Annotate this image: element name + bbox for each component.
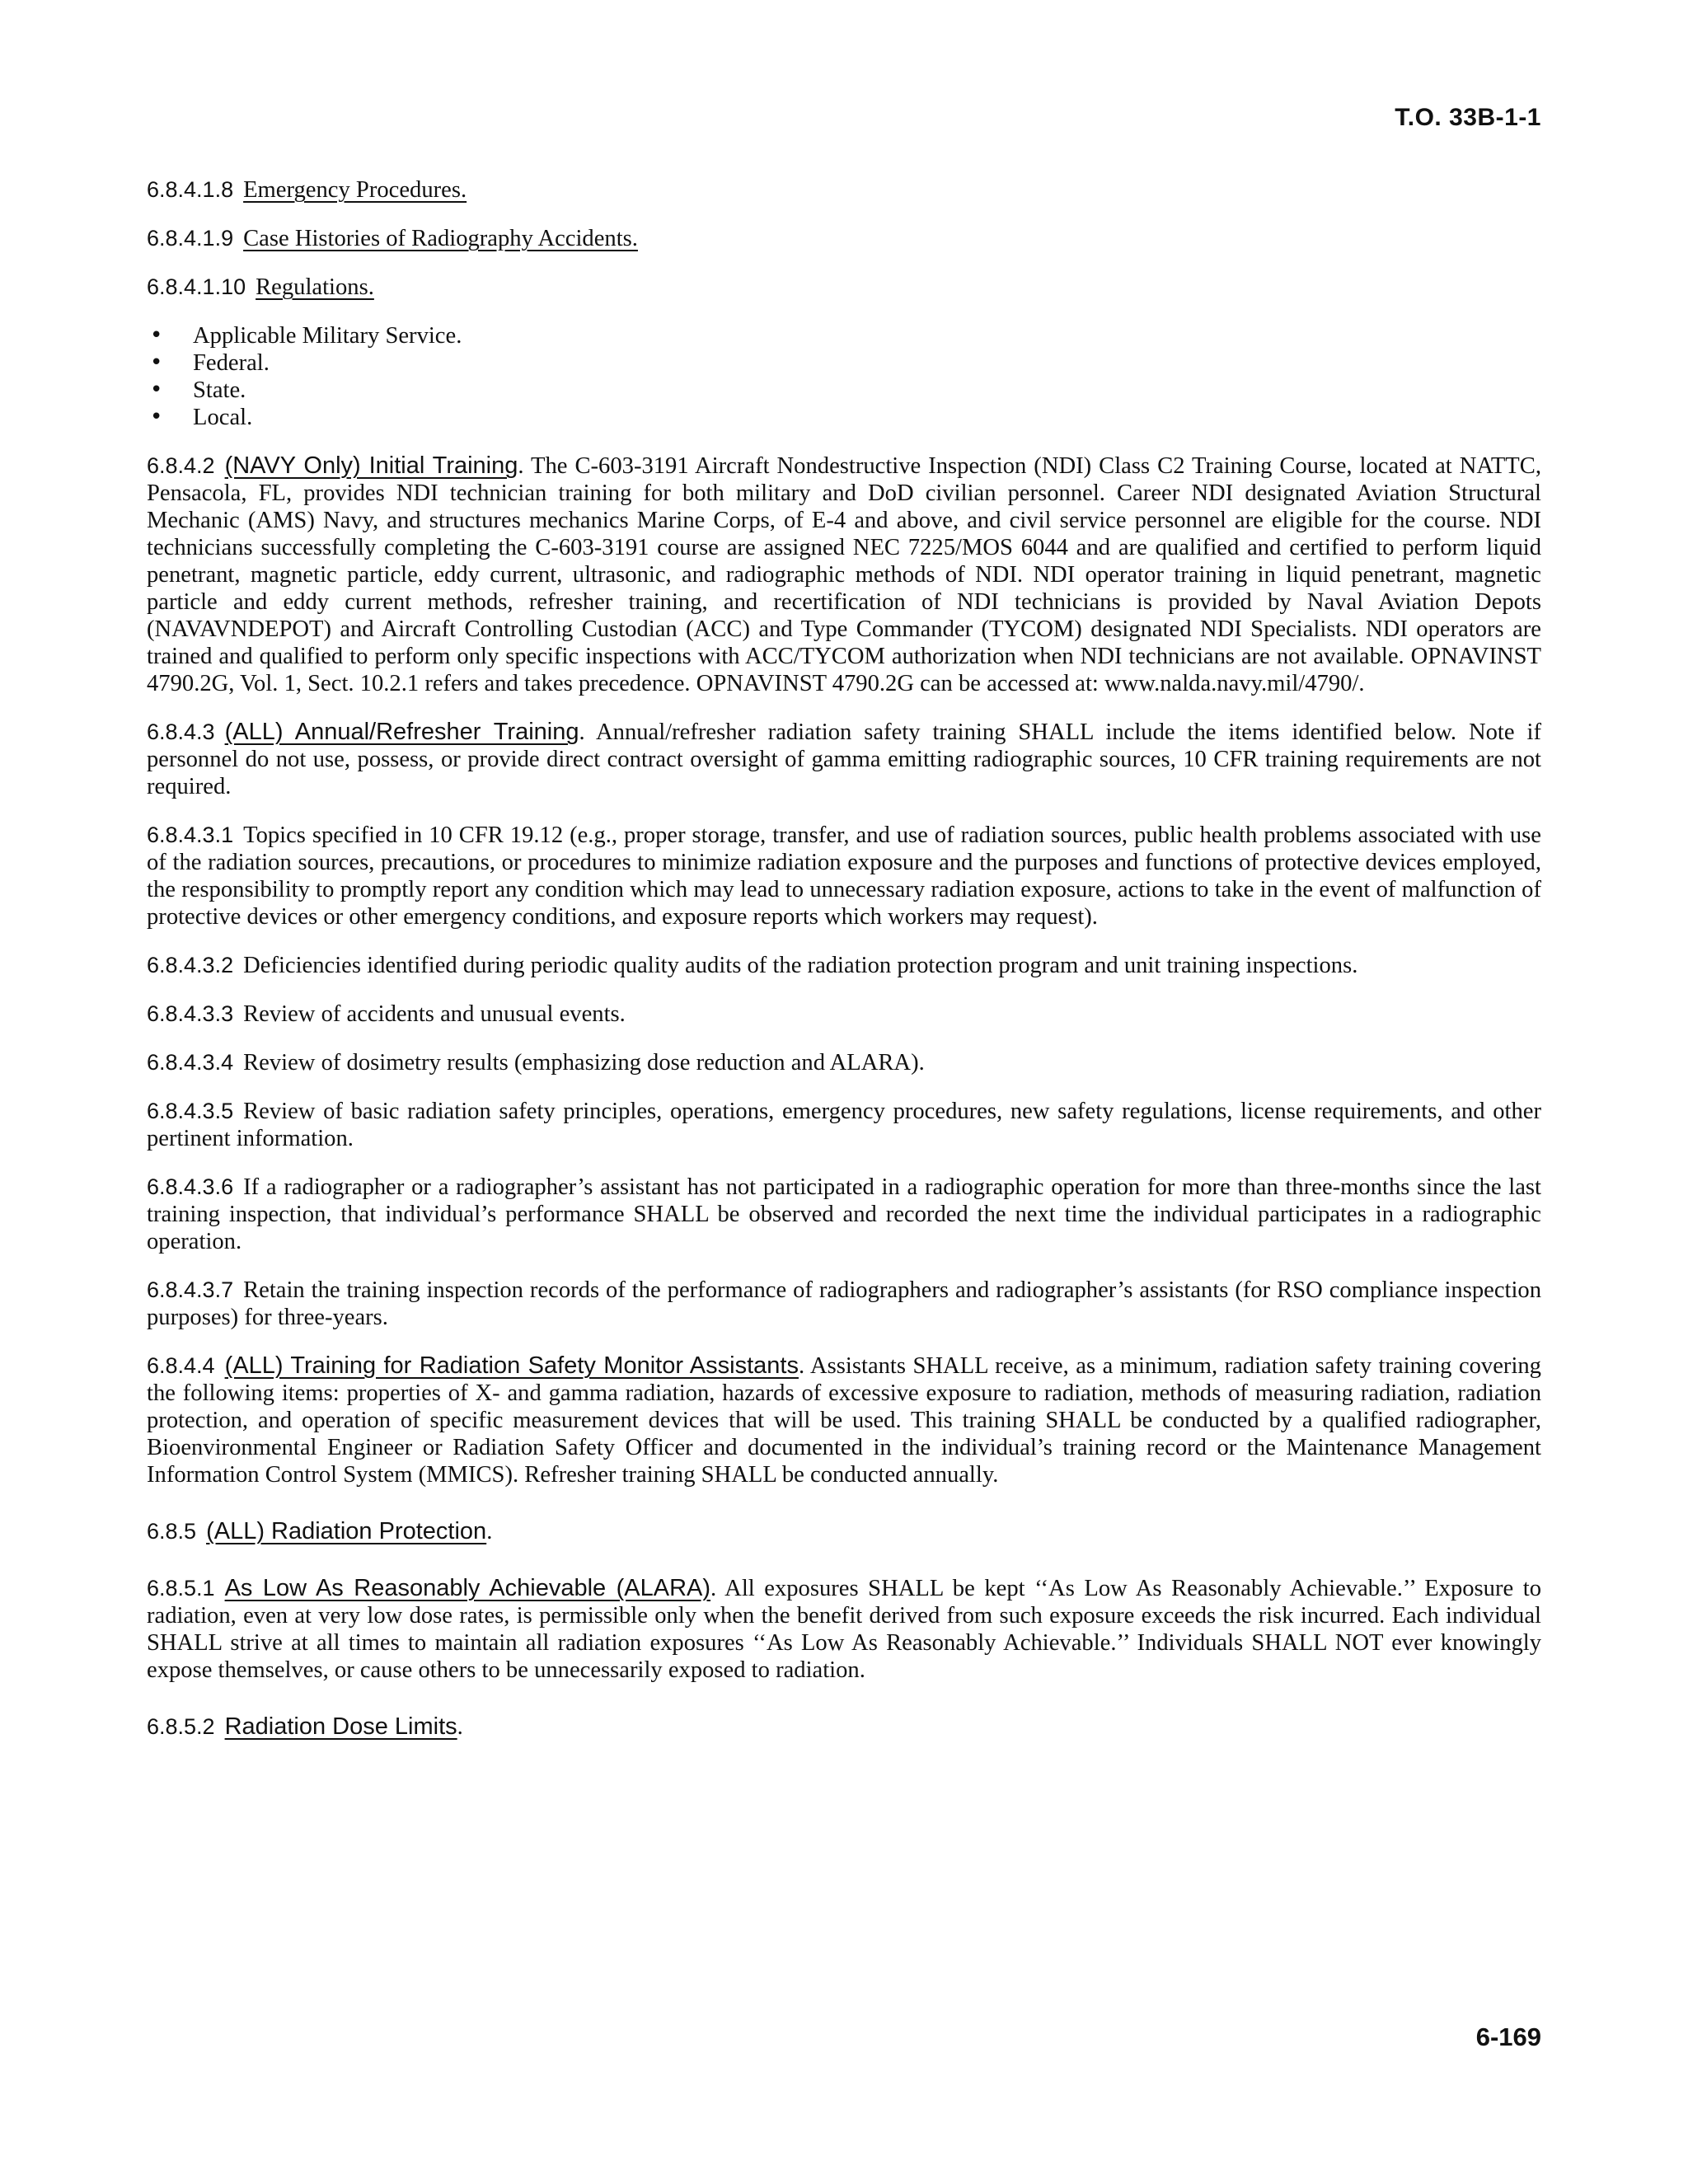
paragraph-title: Radiation Dose Limits — [224, 1713, 457, 1740]
paragraph-6-8-4-3-4 — [147, 1049, 1541, 1076]
paragraph-number: 6.8.5.2 — [147, 1714, 215, 1739]
paragraph-text: . Annual/refresher radiation safety training SHALL include the items identified below. Note if personnel do not use, possess, or provide direct contract oversight of gamma emitting radiographic sources, 10 CFR training requirements are not required. — [147, 719, 1541, 799]
paragraph-6-8-4-3 — [147, 719, 1541, 800]
paragraph-6-8-4-3-2 — [147, 952, 1541, 979]
paragraph-number: 6.8.4.3.5 — [147, 1099, 234, 1123]
paragraph-number: 6.8.4.3.4 — [147, 1050, 234, 1075]
paragraph-text: . — [457, 1714, 463, 1740]
paragraph-text: If a radiographer or a radiographer’s assistant has not participated in a radiographic operation for more than three-months since the last training inspection, that individual’s performance SHALL be observed and recorded the next time the individual participates in a radiographic operation. — [147, 1174, 1541, 1254]
paragraph-6-8-5-1 — [147, 1575, 1541, 1684]
paragraph-number: 6.8.4.1.10 — [147, 274, 246, 299]
paragraph-number: 6.8.4.3.2 — [147, 953, 234, 977]
paragraph-number: 6.8.4.1.8 — [147, 177, 234, 202]
paragraph-6-8-4-3-6 — [147, 1174, 1541, 1255]
paragraph-title: (NAVY Only) Initial Training — [224, 452, 518, 479]
section-title: (ALL) Radiation Protection — [206, 1518, 487, 1544]
paragraph-title: Regulations. — [256, 274, 374, 300]
regulations-list — [147, 322, 1541, 431]
paragraph-6-8-4-3-3 — [147, 1001, 1541, 1028]
list-item: • Federal. — [147, 349, 1541, 377]
paragraph-text: Topics specified in 10 CFR 19.12 (e.g., proper storage, transfer, and use of radiation sources, public health problems associated with use of the radiation sources, precautions, or procedures to minimize radiation exposure and the purposes and functions of protective devices employed, the responsibility to promptly report any condition which may lead to unnecessary radiation exposure, actions to take in the event of malfunction of protective devices or other emergency conditions, and exposure reports which workers may request). — [147, 823, 1541, 930]
paragraph-text: . — [486, 1519, 493, 1544]
paragraph-title: (ALL) Training for Radiation Safety Monitor Assistants — [224, 1352, 799, 1379]
paragraph-number: 6.8.4.3.1 — [147, 823, 234, 847]
paragraph-6-8-4-2 — [147, 452, 1541, 697]
list-item: • State. — [147, 377, 1541, 404]
list-item: • Applicable Military Service. — [147, 322, 1541, 349]
paragraph-title: As Low As Reasonably Achievable (ALARA) — [224, 1575, 711, 1601]
page-number-footer: 6-169 — [1475, 2022, 1541, 2051]
document-id-header: T.O. 33B-1-1 — [1395, 104, 1541, 131]
list-item: • Local. — [147, 404, 1541, 431]
paragraph-text: Retain the training inspection records of the performance of radiographers and radiographer’s assistants (for RSO compliance inspection purposes) for three-years. — [147, 1277, 1541, 1330]
paragraph-text: Deficiencies identified during periodic quality audits of the radiation protection program and unit training inspections. — [243, 953, 1358, 978]
paragraph-6-8-4-3-7 — [147, 1277, 1541, 1331]
paragraph-6-8-4-4 — [147, 1352, 1541, 1488]
document-body — [147, 176, 1541, 1762]
paragraph-text: Review of accidents and unusual events. — [243, 1001, 626, 1027]
paragraph-number: 6.8.5 — [147, 1519, 197, 1544]
paragraph-text: . All exposures SHALL be kept ‘‘As Low As Reasonably Achievable.’’ Exposure to radiation, even at very low dose rates, is permissible only when the benefit derived from such exposure exceeds the risk incurred. Each individual SHALL strive at all times to maintain all radiation exposures ‘‘As Low As Reasonably Achievable.’’ Individuals SHALL NOT ever knowingly expose themselves, or cause others to be unnecessarily exposed to radiation. — [147, 1576, 1541, 1683]
paragraph-6-8-4-3-1 — [147, 822, 1541, 930]
paragraph-6-8-4-1-10 — [147, 274, 1541, 301]
paragraph-number: 6.8.4.3.7 — [147, 1277, 234, 1302]
paragraph-text: . Assistants SHALL receive, as a minimum, radiation safety training covering the following items: properties of X- and gamma radiation, hazards of excessive exposure to radiation, methods of measuring radiation, radiation protection, and operation of specific measurement devices that will be used. This training SHALL be conducted by a qualified radiographer, Bioenvironmental Engineer or Radiation Safety Officer and documented in the individual’s training record or the Maintenance Management Information Control System (MMICS). Refresher training SHALL be conducted annually. — [147, 1353, 1541, 1488]
paragraph-6-8-4-1-9 — [147, 225, 1541, 252]
paragraph-title: Case Histories of Radiography Accidents. — [243, 226, 638, 251]
document-page — [147, 0, 1541, 2184]
section-heading-6-8-5 — [147, 1518, 1541, 1545]
paragraph-number: 6.8.4.3.6 — [147, 1174, 234, 1199]
paragraph-number: 6.8.4.3 — [147, 719, 215, 744]
paragraph-text: . The C-603-3191 Aircraft Nondestructive Inspection (NDI) Class C2 Training Course, located at NATTC, Pensacola, FL, provides NDI technician training for both military and DoD civilian personnel. Career NDI designated Aviation Structural Mechanic (AMS) Navy, and structures mechanics Marine Corps, of E-4 and above, and civil service personnel are eligible for the course. NDI technicians successfully completing the C-603-3191 course are assigned NEC 7225/MOS 6044 and are qualified and certified to perform liquid penetrant, magnetic particle, eddy current, ultrasonic, and radiographic methods of NDI. NDI operator training in liquid penetrant, magnetic particle and eddy current methods, refresher training, and recertification of NDI technicians is provided by Naval Aviation Depots (NAVAVNDEPOT) and Aircraft Controlling Custodian (ACC) and Type Commander (TYCOM) designated NDI Specialists. NDI operators are trained and qualified to perform only specific inspections with ACC/TYCOM authorization when NDI technicians are not available. OPNAVINST 4790.2G, Vol. 1, Sect. 10.2.1 refers and takes precedence. OPNAVINST 4790.2G can be accessed at: www.nalda.navy.mil/4790/. — [147, 453, 1541, 696]
paragraph-title: (ALL) Annual/Refresher Training — [224, 719, 579, 745]
paragraph-number: 6.8.4.4 — [147, 1353, 215, 1378]
paragraph-text: Review of dosimetry results (emphasizing dose reduction and ALARA). — [243, 1050, 925, 1076]
paragraph-text: Review of basic radiation safety principles, operations, emergency procedures, new safety regulations, license requirements, and other pertinent information. — [147, 1099, 1541, 1151]
paragraph-number: 6.8.4.1.9 — [147, 226, 234, 251]
paragraph-number: 6.8.4.3.3 — [147, 1001, 234, 1026]
paragraph-number: 6.8.5.1 — [147, 1576, 215, 1601]
paragraph-title: Emergency Procedures. — [243, 177, 467, 203]
paragraph-6-8-4-3-5 — [147, 1098, 1541, 1152]
paragraph-6-8-4-1-8 — [147, 176, 1541, 204]
paragraph-6-8-5-2 — [147, 1713, 1541, 1741]
paragraph-number: 6.8.4.2 — [147, 453, 215, 478]
